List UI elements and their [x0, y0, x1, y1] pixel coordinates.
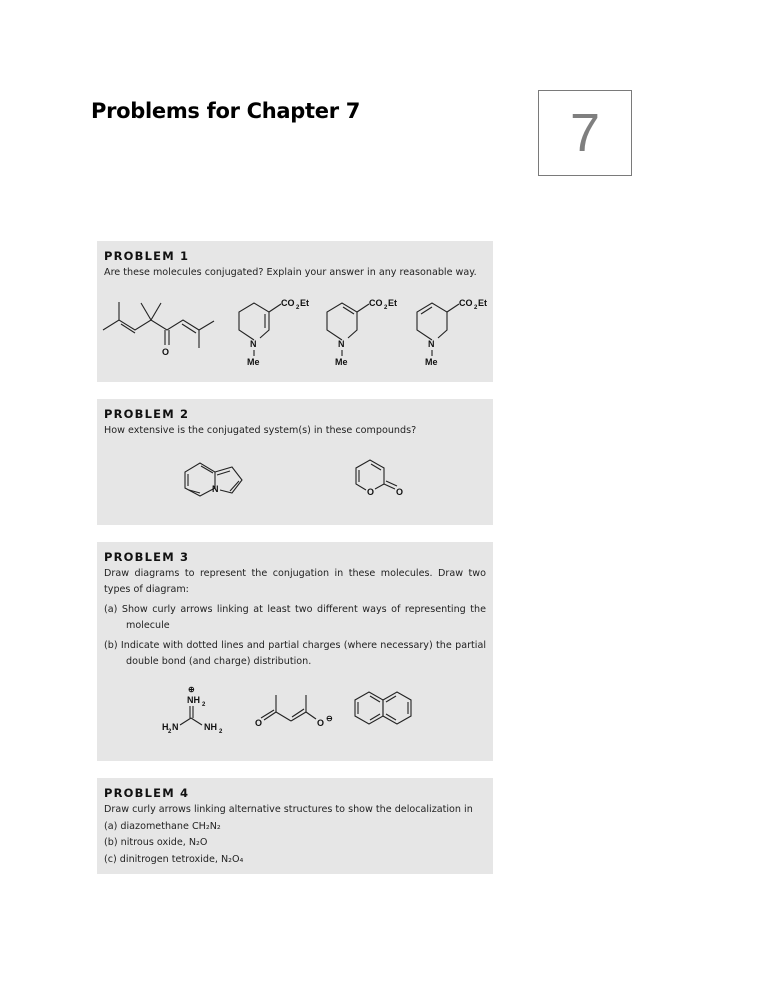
svg-text:CO: CO	[281, 298, 295, 308]
svg-text:CO: CO	[459, 298, 473, 308]
svg-text:2: 2	[202, 702, 206, 708]
svg-text:N: N	[428, 339, 435, 349]
enolate-structure	[255, 695, 333, 728]
problem-heading: PROBLEM 2	[104, 407, 190, 421]
problem-item-a: (a) Show curly arrows linking at least two different ways of representing the molecule	[104, 604, 486, 631]
svg-text:NH: NH	[204, 722, 217, 732]
problem-line-b: (b) nitrous oxide, N₂O	[104, 837, 208, 848]
tetrahydropyridine-a-structure	[239, 298, 309, 367]
svg-text:Me: Me	[247, 357, 260, 367]
problem-heading: PROBLEM 1	[104, 249, 190, 263]
svg-text:NH: NH	[187, 695, 200, 705]
svg-text:2: 2	[296, 305, 300, 311]
problem-4-panel	[97, 778, 493, 874]
tetrahydropyridine-c-structure	[417, 298, 487, 367]
pyrone-structure	[356, 460, 403, 497]
svg-text:2: 2	[474, 305, 478, 311]
svg-text:Me: Me	[335, 357, 348, 367]
problem-1-structures	[97, 290, 493, 370]
problem-text: Draw curly arrows linking alternative structures to show the delocalization in	[104, 804, 473, 815]
problem-heading: PROBLEM 3	[104, 550, 190, 564]
svg-text:N: N	[172, 722, 179, 732]
svg-text:Et: Et	[300, 298, 309, 308]
problem-2-structures	[170, 450, 420, 510]
dienone-structure	[103, 302, 214, 357]
problem-text: How extensive is the conjugated system(s) in these compounds?	[104, 425, 417, 436]
svg-text:O: O	[255, 718, 263, 728]
problem-item-b: (b) Indicate with dotted lines and partial charges (where necessary) the partial double bond (and charge) distribution.	[104, 640, 486, 667]
tetrahydropyridine-b-structure	[327, 298, 397, 367]
svg-text:O: O	[396, 487, 404, 497]
svg-text:N: N	[338, 339, 345, 349]
svg-text:Me: Me	[425, 357, 438, 367]
problem-line-a: (a) diazomethane CH₂N₂	[104, 820, 221, 832]
svg-text:N: N	[212, 484, 219, 494]
problem-heading: PROBLEM 4	[104, 786, 190, 800]
indolizine-structure	[185, 463, 242, 496]
naphthalene-structure	[355, 692, 411, 724]
problem-text: Are these molecules conjugated? Explain your answer in any reasonable way.	[104, 267, 477, 278]
svg-text:O: O	[367, 487, 375, 497]
guanidinium-structure	[162, 685, 223, 735]
svg-text:CO: CO	[369, 298, 383, 308]
svg-text:H: H	[162, 722, 169, 732]
page-title: Problems for Chapter 7	[91, 99, 361, 123]
svg-text:2: 2	[384, 305, 388, 311]
svg-text:O: O	[162, 347, 170, 357]
svg-text:O: O	[317, 718, 325, 728]
problem-3-structures	[140, 675, 440, 745]
svg-text:2: 2	[168, 729, 172, 735]
svg-text:Et: Et	[478, 298, 487, 308]
svg-text:⊕: ⊕	[188, 685, 195, 694]
problem-line-c: (c) dinitrogen tetroxide, N₂O₄	[104, 853, 244, 865]
svg-text:N: N	[250, 339, 257, 349]
chapter-number: 7	[569, 103, 601, 163]
svg-text:⊖: ⊖	[326, 714, 333, 723]
svg-text:Et: Et	[388, 298, 397, 308]
chapter-number-box	[538, 90, 632, 176]
svg-text:2: 2	[219, 729, 223, 735]
problem-text: Draw diagrams to represent the conjugation in these molecules. Draw two types of diagram:	[104, 568, 486, 595]
